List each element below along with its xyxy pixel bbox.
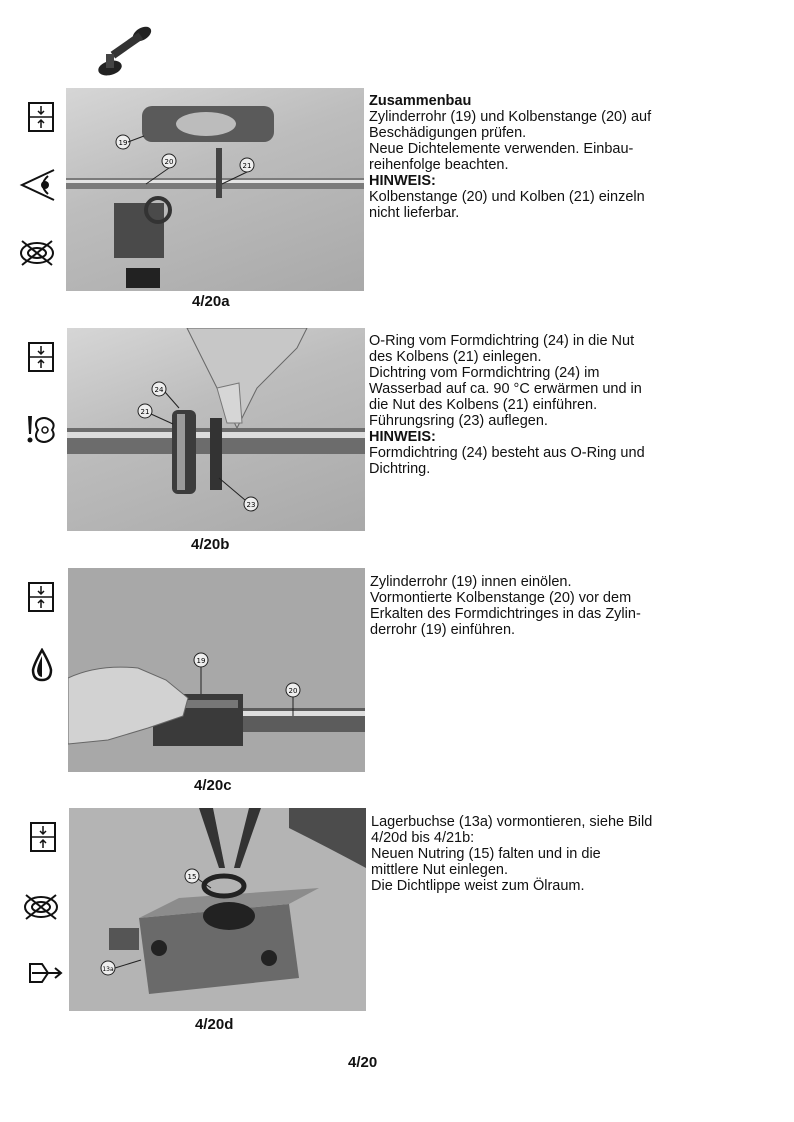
replace-seal-icon [18,238,56,268]
replace-seal-icon [22,892,60,922]
text-line: Zylinderrohr (19) und Kolbenstange (20) auf [369,109,652,125]
photo-4-20b-callouts [67,328,365,531]
text-line: Vormontierte Kolbenstange (20) vor dem [370,590,632,606]
text-line: Dichtring vom Formdichtring (24) im [369,365,600,381]
text-line: Die Dichtlippe weist zum Ölraum. [371,878,585,894]
text-line: Kolbenstange (20) und Kolben (21) einzeln [369,189,645,205]
page-number: 4/20 [348,1054,378,1071]
callout-24: 24 [154,386,164,394]
text-line: Zusammenbau [369,93,472,109]
callout-21: 21 [140,408,150,416]
text-block-a [369,93,699,221]
callout-19: 19 [196,657,206,665]
text-line: Lagerbuchse (13a) vormontieren, siehe Bild [371,814,653,830]
photo-4-20a-callouts [66,88,364,291]
assembly-icon [28,582,54,612]
text-line: reihenfolge beachten. [369,157,509,173]
text-block-b [369,333,699,477]
direction-icon [28,960,64,986]
caption-4-20c: 4/20c [194,777,232,794]
text-line: Führungsring (23) auflegen. [369,413,548,429]
text-line: mittlere Nut einlegen. [371,862,509,878]
callout-20: 20 [164,158,174,166]
caption-4-20b: 4/20b [191,536,230,553]
callout-23: 23 [246,501,256,509]
text-line: Dichtring. [369,461,431,477]
header-tool-icon [96,20,158,82]
text-line: Beschädigungen prüfen. [369,125,527,141]
text-line: Wasserbad auf ca. 90 °C erwärmen und in [369,381,642,397]
text-line: HINWEIS: [369,173,436,189]
caption-4-20d: 4/20d [195,1016,234,1033]
text-line: O-Ring vom Formdichtring (24) in die Nut [369,333,635,349]
text-line: 4/20d bis 4/21b: [371,830,475,846]
text-line: derrohr (19) einführen. [370,622,516,638]
text-line: die Nut des Kolbens (21) einführen. [369,397,598,413]
inspect-eye-icon [18,168,56,202]
caption-4-20a: 4/20a [192,293,230,310]
assembly-icon [30,822,56,852]
text-block-d [371,814,701,894]
photo-4-20c-callouts [68,568,365,772]
callout-20: 20 [288,687,298,695]
text-line: Erkalten des Formdichtringes in das Zylin- [370,606,641,622]
photo-4-20d-callouts [69,808,366,1011]
callout-19: 19 [118,139,128,147]
text-line: Neue Dichtelemente verwenden. Einbau- [369,141,634,157]
text-line: nicht lieferbar. [369,205,460,221]
oil-drop-icon [30,648,54,682]
text-line: des Kolbens (21) einlegen. [369,349,542,365]
callout-21: 21 [242,162,252,170]
text-line: Neuen Nutring (15) falten und in die [371,846,601,862]
callout-13a: 13a [102,966,114,973]
assembly-icon [28,342,54,372]
assembly-icon [28,102,54,132]
text-line: Formdichtring (24) besteht aus O-Ring und [369,445,645,461]
callout-15: 15 [187,873,197,881]
text-line: Zylinderrohr (19) innen einölen. [370,574,572,590]
heat-warning-icon [24,414,58,446]
text-block-c [370,574,700,638]
text-line: HINWEIS: [369,429,436,445]
